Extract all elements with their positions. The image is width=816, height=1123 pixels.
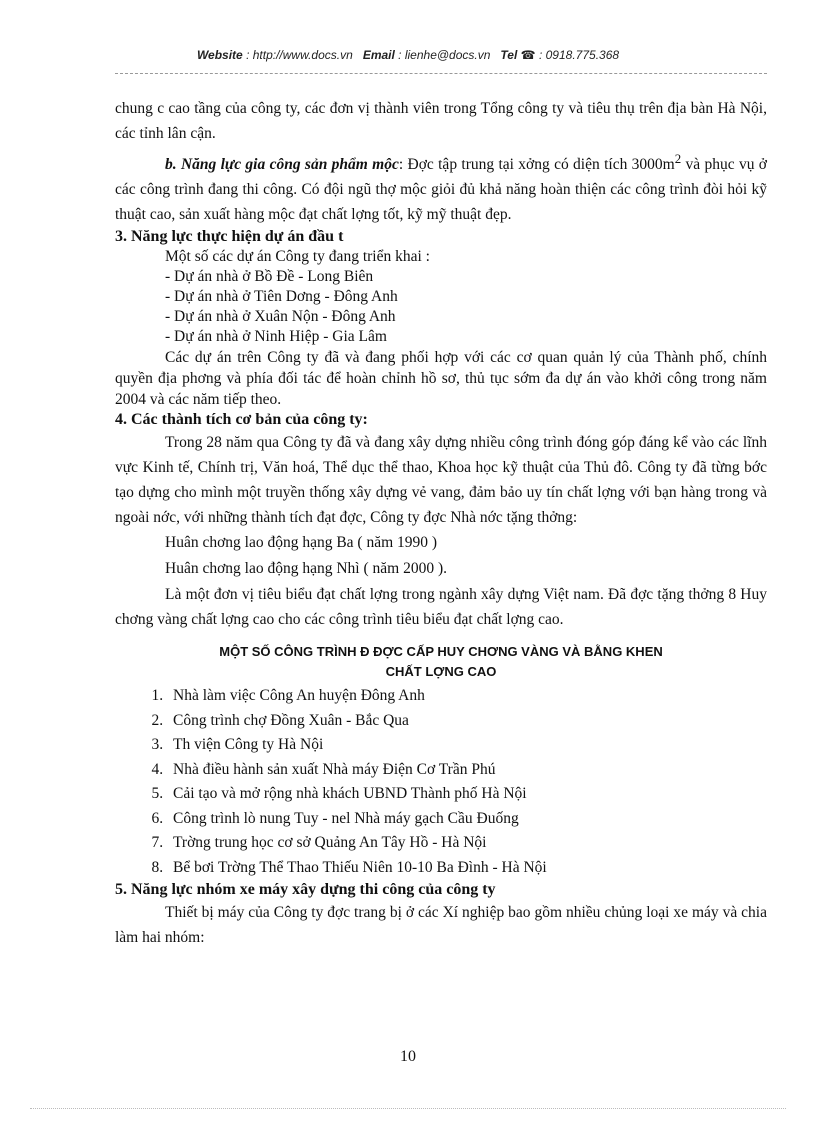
awarded-work-item: 6. Công trình lò nung Tuy - nel Nhà máy gạch Cầu Đuống	[167, 807, 767, 832]
section-5-heading: 5. Năng lực nhóm xe máy xây dựng thi công của công ty	[115, 881, 496, 899]
awarded-work-item: 5. Cải tạo và mở rộng nhà khách UBND Thành phố Hà Nội	[167, 782, 767, 807]
email-value: : lienhe@docs.vn	[398, 48, 491, 62]
section-4-paragraph-2: Là một đơn vị tiêu biểu đạt chất lợng trong ngành xây dựng Việt nam. Đã đợc tặng thởng 8 Huy chơng vàng chất lợng cao cho các công trình tiêu biểu đạt chất lợng cao.	[115, 586, 767, 629]
section-4-heading: 4. Các thành tích cơ bản của công ty:	[115, 411, 368, 429]
honor-item: Huân chơng lao động hạng Ba ( năm 1990 )	[165, 534, 438, 552]
header-divider	[115, 73, 767, 74]
awarded-work-item: 7. Trờng trung học cơ sở Quảng An Tây Hồ - Hà Nội	[167, 831, 767, 856]
document-body	[115, 96, 767, 950]
website-label: Website	[196, 48, 243, 62]
wood-capacity-lead: b. Năng lực gia công sản phẩm mộc	[165, 156, 399, 174]
honor-item: Huân chơng lao động hạng Nhì ( năm 2000 ).	[165, 560, 447, 578]
area-superscript: 2	[674, 151, 682, 166]
awarded-work-item: 8. Bể bơi Trờng Thể Thao Thiếu Niên 10-10 Ba Đình - Hà Nội	[167, 856, 767, 881]
section-3-closing: Các dự án trên Công ty đã và đang phối hợp với các cơ quan quản lý của Thành phố, chính quyền địa phơng và phía đối tác để hoàn chỉnh hồ sơ, thủ tục sớm đa dự án vào khởi công trong năm 2004 và các năm tiếp theo.	[115, 349, 767, 409]
wood-capacity-paragraph	[115, 146, 767, 227]
footer-divider	[30, 1108, 786, 1109]
project-item: - Dự án nhà ở Xuân Nộn - Đông Anh	[165, 308, 396, 326]
awards-title-line-2: CHẤT LỢNG CAO	[385, 664, 497, 680]
section-3-intro: Một số các dự án Công ty đang triển khai :	[165, 248, 430, 266]
tel-label: Tel	[500, 48, 518, 62]
awards-title-line-1: MỘT SỐ CÔNG TRÌNH Đ ĐỢC CẤP HUY CHƠNG VÀNG VÀ BẰNG KHEN	[219, 644, 663, 660]
email-label: Email	[362, 48, 395, 62]
project-item: - Dự án nhà ở Tiên Dơng - Đông Anh	[165, 288, 398, 306]
phone-icon: ☎	[520, 48, 536, 62]
project-item: - Dự án nhà ở Ninh Hiệp - Gia Lâm	[165, 328, 387, 346]
page-number: 10	[400, 1048, 416, 1065]
tel-value: : 0918.775.368	[538, 48, 620, 62]
section-4-paragraph-1: Trong 28 năm qua Công ty đã và đang xây dựng nhiều công trình đóng góp đáng kể vào các lĩnh vực Kinh tế, Chính trị, Văn hoá, Thể dục thể thao, Khoa học kỹ thuật của Thủ đô. Công ty đã từng bớc tạo dựng cho mình một truyền thống xây dựng vẻ vang, đảm bảo uy tín chất lợng với bạn hàng trong và ngoài nớc, với những thành tích đạt đợc, Công ty đợc Nhà nớc tặng thởng:	[115, 434, 767, 527]
awarded-works-list	[115, 684, 767, 880]
page-header	[0, 48, 816, 62]
awarded-work-item: 3. Th viện Công ty Hà Nội	[167, 733, 767, 758]
awards-title	[115, 642, 767, 682]
website-value: : http://www.docs.vn	[246, 48, 353, 62]
project-item: - Dự án nhà ở Bồ Đề - Long Biên	[165, 268, 374, 286]
wood-text-after: và phục vụ ở các công trình đang thi công. Có đội ngũ thợ mộc giỏi đủ khả năng hoàn thiện các công trình đòi hỏi kỹ thuật cao, sản xuất hàng mộc đạt chất lợng tốt, kỹ mỹ thuật đẹp.	[115, 156, 767, 224]
awarded-work-item: 2. Công trình chợ Đồng Xuân - Bắc Qua	[167, 709, 767, 734]
awarded-work-item: 1. Nhà làm việc Công An huyện Đông Anh	[167, 684, 767, 709]
section-5-paragraph: Thiết bị máy của Công ty đợc trang bị ở các Xí nghiệp bao gồm nhiều chủng loại xe máy và chia làm hai nhóm:	[115, 904, 767, 947]
intro-paragraph: chung c cao tầng của công ty, các đơn vị thành viên trong Tổng công ty và tiêu thụ trên địa bàn Hà Nội, các tỉnh lân cận.	[115, 100, 767, 142]
awarded-work-item: 4. Nhà điều hành sản xuất Nhà máy Điện Cơ Trần Phú	[167, 758, 767, 783]
section-3-heading: 3. Năng lực thực hiện dự án đầu t	[115, 228, 344, 246]
wood-text-before: : Đợc tập trung tại xởng có diện tích 3000m	[398, 156, 675, 174]
